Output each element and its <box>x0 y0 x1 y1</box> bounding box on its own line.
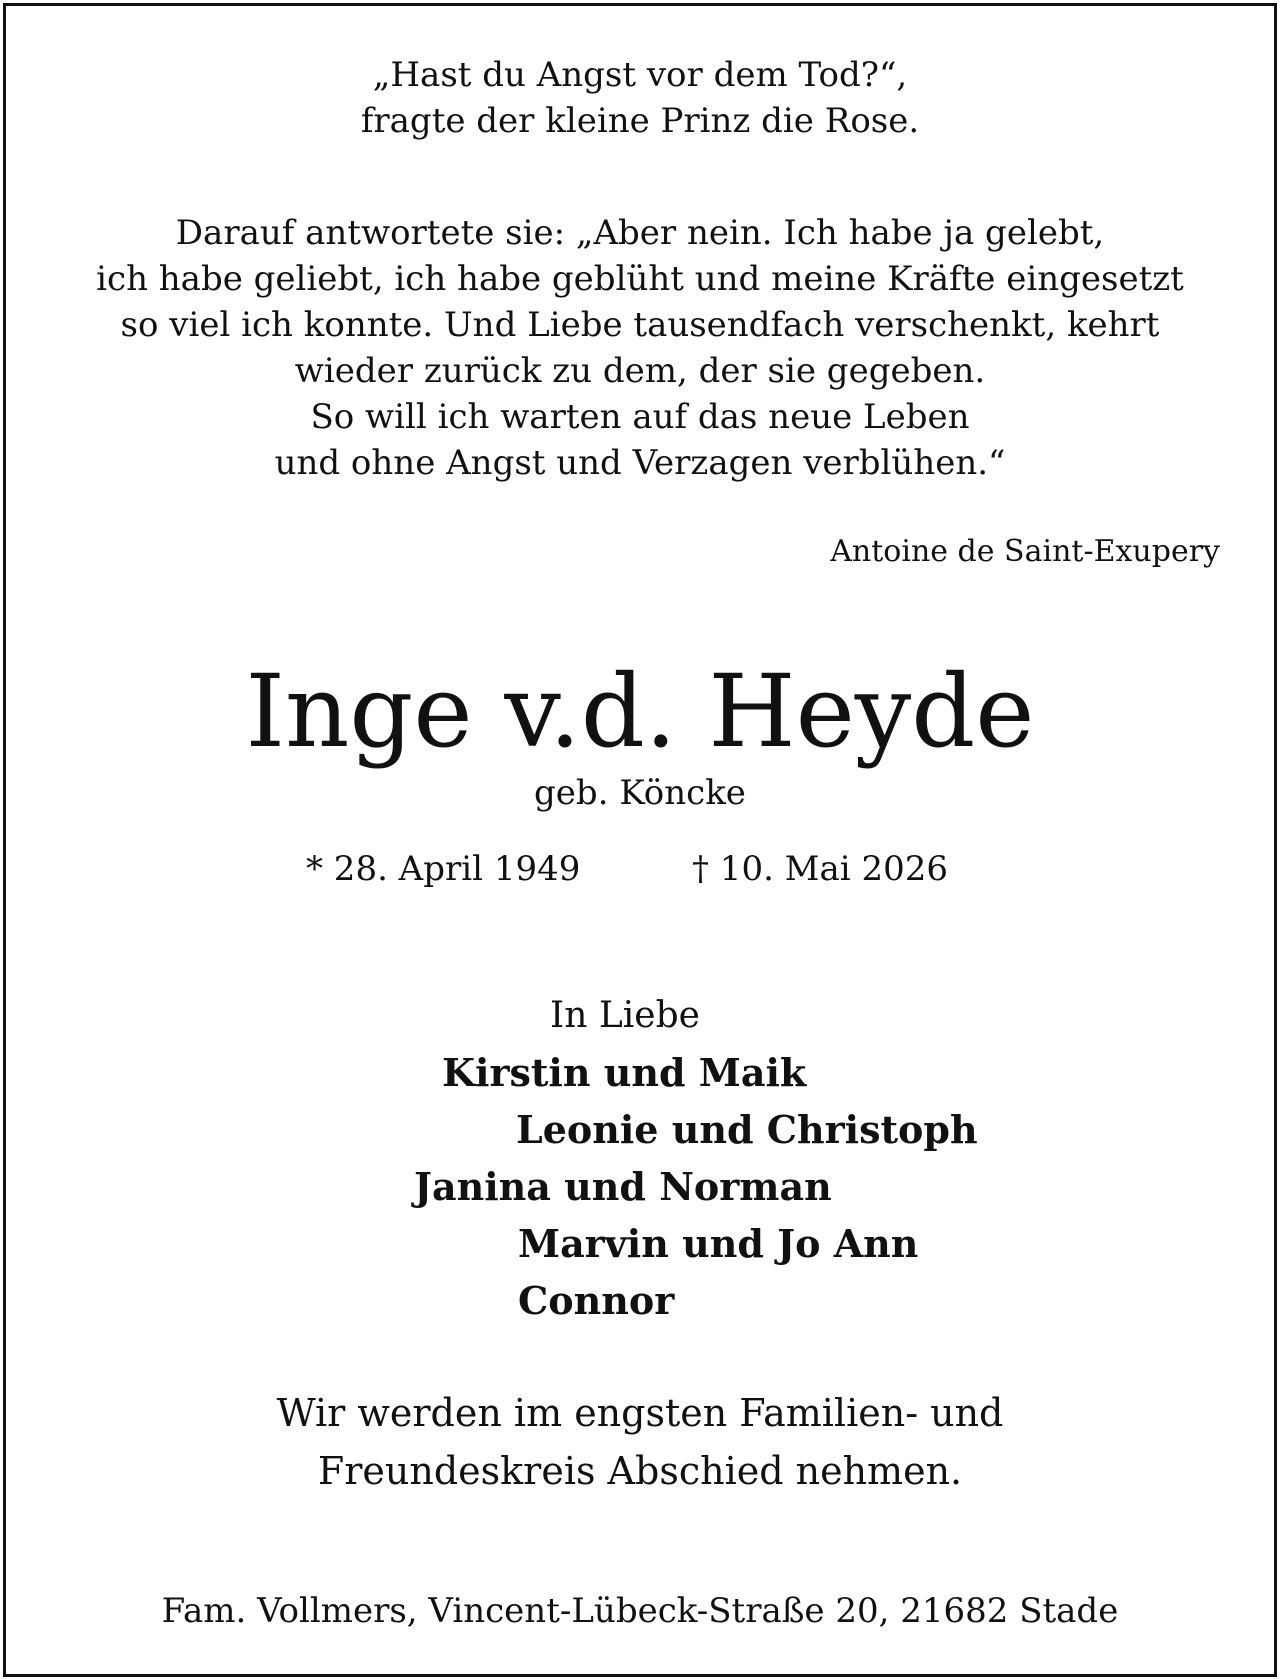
deceased-name: Inge v.d. Heyde <box>245 653 1035 770</box>
mourner-name: Leonie und Christoph <box>516 1107 978 1152</box>
birth-date: * 28. April 1949 <box>306 849 581 889</box>
mourner-name: Kirstin und Maik <box>442 1050 807 1095</box>
quote-body-line: Darauf antwortete sie: „Aber nein. Ich habe ja gelebt, <box>175 213 1105 253</box>
quote-body-line: So will ich warten auf das neue Leben <box>310 397 970 437</box>
quote-body-line: wieder zurück zu dem, der sie gegeben. <box>294 351 986 391</box>
quote-body-line: und ohne Angst und Verzagen verblühen.“ <box>274 443 1006 483</box>
mourner-name: Marvin und Jo Ann <box>518 1221 919 1266</box>
farewell-notice-line: Wir werden im engsten Familien- und <box>276 1391 1004 1435</box>
farewell-notice-line: Freundeskreis Abschied nehmen. <box>317 1449 963 1493</box>
quote-intro <box>0 52 1280 144</box>
farewell-notice <box>0 1384 1280 1500</box>
birth-name: geb. Köncke <box>534 773 746 813</box>
mourner-name: Connor <box>518 1278 675 1323</box>
death-date: † 10. Mai 2026 <box>692 849 948 889</box>
quote-body-line: ich habe geliebt, ich habe geblüht und meine Kräfte eingesetzt <box>96 259 1184 299</box>
quote-body-line: so viel ich konnte. Und Liebe tausendfach verschenkt, kehrt <box>120 305 1160 345</box>
quote-intro-line: fragte der kleine Prinz die Rose. <box>360 101 920 141</box>
quote-author: Antoine de Saint-Exupery <box>830 534 1220 569</box>
quote-intro-line: „Hast du Angst vor dem Tod?“, <box>372 55 908 95</box>
family-address: Fam. Vollmers, Vincent-Lübeck-Straße 20, 21682 Stade <box>161 1591 1119 1631</box>
mourners-intro: In Liebe <box>550 995 700 1036</box>
quote-body <box>0 210 1280 486</box>
mourner-name: Janina und Norman <box>414 1164 832 1209</box>
